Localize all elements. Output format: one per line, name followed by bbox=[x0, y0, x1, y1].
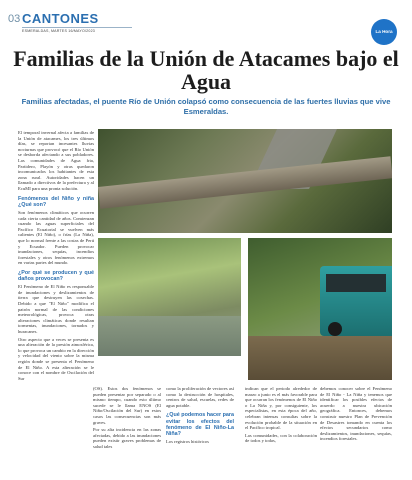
mud-shape bbox=[248, 336, 392, 380]
column-2 bbox=[93, 386, 161, 474]
column-1 bbox=[18, 130, 94, 472]
paragraph: Por su alta incidencia en las zonas afectadas, debido a las inundaciones pueden existir graves problemas de salud tales bbox=[93, 427, 161, 449]
intro-paragraph: El temporal invernal afecta a familias de la Unión de atacames, los tres últimos días, se reportan incesantes lluvias nocturnas que provocó que el Río Unión se desborda afectando a sus pobladores. Las comunidades de Agua fria, Partidero, Playón y otras quedaron incomunicados los habitantes de esta zona rural. Autoridades hacen un llamado a directivos de la prefectura y al EcuMI para una pronta solución. bbox=[18, 130, 94, 191]
section-name: CANTONES bbox=[22, 11, 99, 26]
paragraph: Las comunidades, con la colaboración de todos y todas, bbox=[245, 432, 317, 444]
photo-collapsed-bridge bbox=[98, 129, 392, 233]
section-heading-3: ¿Qué podemos hacer para evitar los efectos del fenómeno de El Niño-La Niña? bbox=[166, 412, 234, 437]
water-shape bbox=[98, 316, 241, 356]
page-number: 03 bbox=[8, 13, 21, 25]
section-heading-2: ¿Por qué se producen y qué daños provocan? bbox=[18, 269, 94, 283]
article-headline: Familias de la Unión de Atacames bajo el Agua bbox=[13, 46, 399, 94]
photo-stuck-bus bbox=[248, 238, 392, 380]
bus-shape bbox=[320, 266, 392, 336]
page-header bbox=[0, 0, 412, 46]
bridge-shape bbox=[98, 156, 392, 209]
paragraph: Otro aspecto que a veces se presenta es una alteración de la presión atmosférica, lo que provoca un cambio en la dirección y velocidad del viento sobre la misma región donde se presenta el Fenómeno de El Niño. A esta alteración se le conoce con el nombre de Oscilación del Sur bbox=[18, 336, 94, 381]
column-5 bbox=[320, 386, 392, 474]
paragraph: indican que el periodo alrededor de marzo a junio es el más favorable para que ocurran los fenómenos de El Niño o La Niña y, por consiguiente, los especialistas, en esta época del año, celebran intensas consultas sobre la evolución probable de la situación en el Pacífico tropical. bbox=[245, 386, 317, 431]
section-heading-1: Fenómenos del Niño y niña ¿Qué son? bbox=[18, 195, 94, 208]
column-3 bbox=[166, 386, 234, 474]
section-divider bbox=[22, 27, 132, 28]
paragraph: (OS). Estos dos fenómenos se pueden presentar por separado o al mismo tiempo, cuando esto último sucede se le llama ENOS (El Niño/Oscilación del Sur) en estos casos las consecuencias son más graves. bbox=[93, 386, 161, 425]
column-4 bbox=[245, 386, 317, 474]
bus-window bbox=[326, 274, 386, 292]
photo-flooded-river bbox=[98, 238, 241, 356]
bus-wheel bbox=[328, 322, 342, 336]
newspaper-logo[interactable]: La Hora bbox=[371, 19, 397, 45]
edition-date: ESMERALDAS, MARTES 16/MAYO/2023 bbox=[22, 29, 95, 33]
paragraph: debemos conocer sobre el Fenómeno de El Niño - La Niña y tenemos que identificar los posibles efectos de acuerdo a nuestra ubicación geográfica. Entonces, debemos construir nuestro Plan de Prevención de Desastres tomando en cuenta los efectos secundarios como deslizamientos, inundaciones, sequías, incendios forestales. bbox=[320, 386, 392, 442]
article-subhead: Familias afectadas, el puente Río de Unión colapsó como consecuencia de las fuertes lluvias que vive Esmeraldas. bbox=[21, 97, 391, 116]
paragraph: Los registros históricos bbox=[166, 439, 209, 445]
paragraph: como la proliferación de vectores así como la destrucción de hospitales, centros de salud, escuelas, redes de agua potable. bbox=[166, 386, 234, 408]
paragraph: El Fenómeno de El Niño es responsable de inundaciones y deslizamientos de tierra que destruyen las cosechas. Debido a que "El Niño" modifica el patrón normal de las condiciones meteorológicas, provoca otras alteraciones climáticas donde resultan tormentas, inundaciones, tornados y huracanes. bbox=[18, 284, 94, 335]
paragraph: Son fenómenos climáticos que ocurren cada cierta cantidad de años. Comienzan cuando las aguas superficiales del Pacífico Ecuatorial se vuelven más calientes (El Niño), o frías (La Niña), que lo normal frente a las costas de Perú y Ecuador. Pueden provocar inundaciones, sequías, incendios forestales y otros fenómenos extremos en varias partes del mundo. bbox=[18, 209, 94, 266]
